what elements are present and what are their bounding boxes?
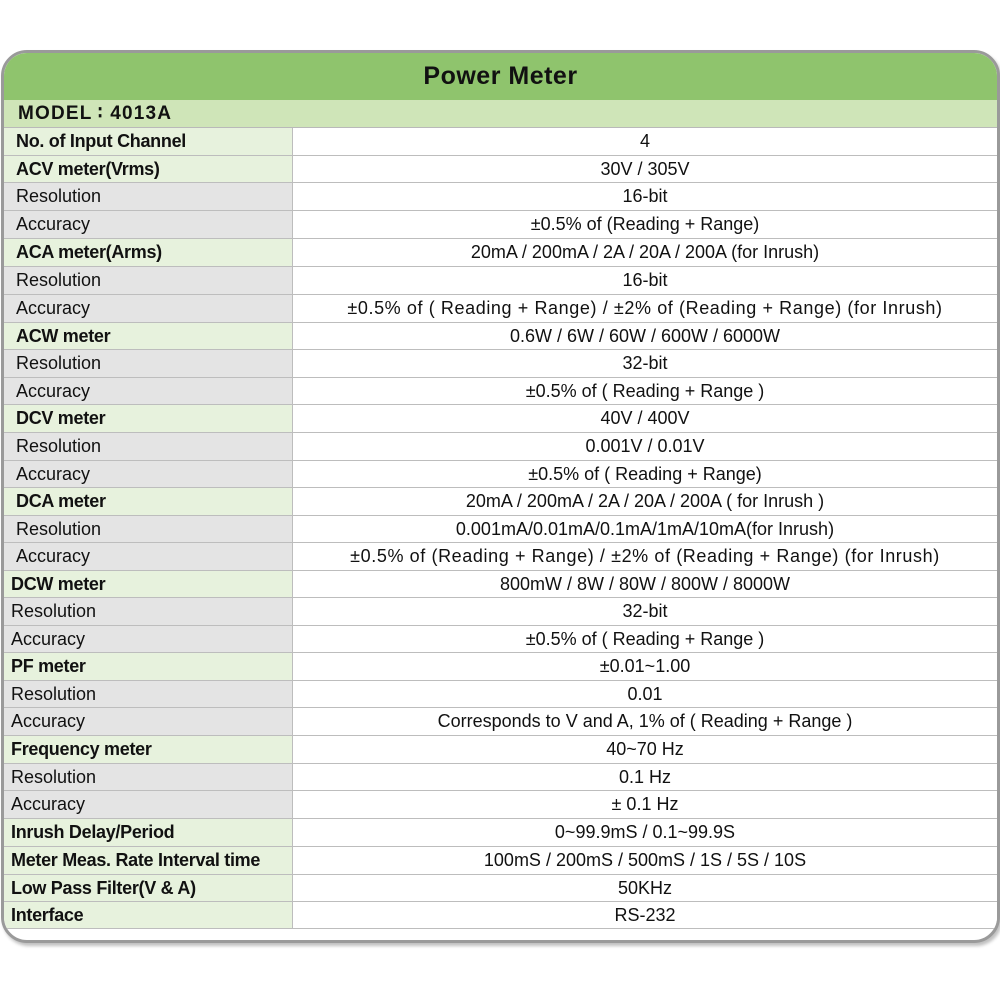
- spec-value: 30V / 305V: [293, 156, 997, 182]
- spec-label: No. of Input Channel: [4, 128, 293, 155]
- spec-table: [4, 128, 997, 929]
- spec-value: ±0.5% of ( Reading + Range): [293, 461, 997, 487]
- spec-label: PF meter: [4, 653, 293, 680]
- spec-card: [1, 50, 1000, 943]
- spec-value: 16-bit: [293, 183, 997, 210]
- spec-label: DCA meter: [4, 488, 293, 515]
- spec-value: 40V / 400V: [293, 405, 997, 432]
- spec-label: Resolution: [4, 183, 293, 210]
- table-row: [4, 736, 997, 764]
- spec-label: DCV meter: [4, 405, 293, 432]
- spec-value: RS-232: [293, 902, 997, 928]
- table-row: [4, 819, 997, 847]
- spec-label: Meter Meas. Rate Interval time: [4, 847, 293, 874]
- spec-label: Accuracy: [4, 461, 293, 487]
- table-row: [4, 183, 997, 211]
- table-row: [4, 461, 997, 488]
- spec-label: Accuracy: [4, 708, 293, 735]
- table-row: [4, 488, 997, 516]
- spec-label: Frequency meter: [4, 736, 293, 763]
- table-row: [4, 598, 997, 626]
- spec-value: 32-bit: [293, 598, 997, 625]
- table-row: [4, 350, 997, 378]
- table-row: [4, 653, 997, 681]
- table-row: [4, 156, 997, 183]
- spec-value: 0.01: [293, 681, 997, 707]
- spec-value: 0~99.9mS / 0.1~99.9S: [293, 819, 997, 846]
- spec-value: 4: [293, 128, 997, 155]
- model-label: MODEL ∶ 4013A: [4, 100, 997, 128]
- spec-label: ACW meter: [4, 323, 293, 349]
- spec-label: Accuracy: [4, 791, 293, 818]
- table-row: [4, 239, 997, 267]
- table-row: [4, 875, 997, 902]
- spec-label: Resolution: [4, 267, 293, 294]
- spec-value: 16-bit: [293, 267, 997, 294]
- table-row: [4, 267, 997, 295]
- spec-label: Accuracy: [4, 543, 293, 570]
- table-row: [4, 708, 997, 736]
- spec-value: 50KHz: [293, 875, 997, 901]
- spec-value: 32-bit: [293, 350, 997, 377]
- spec-label: Resolution: [4, 598, 293, 625]
- table-row: [4, 405, 997, 433]
- spec-label: Resolution: [4, 350, 293, 377]
- spec-label: Resolution: [4, 681, 293, 707]
- spec-value: 0.001mA/0.01mA/0.1mA/1mA/10mA(for Inrush): [293, 516, 997, 542]
- spec-label: Inrush Delay/Period: [4, 819, 293, 846]
- spec-value: ±0.01~1.00: [293, 653, 997, 680]
- spec-value: 0.1 Hz: [293, 764, 997, 790]
- table-row: [4, 378, 997, 405]
- spec-label: Accuracy: [4, 295, 293, 322]
- table-row: [4, 323, 997, 350]
- spec-value: ± 0.1 Hz: [293, 791, 997, 818]
- spec-value: 800mW / 8W / 80W / 800W / 8000W: [293, 571, 997, 597]
- spec-label: Low Pass Filter(V & A): [4, 875, 293, 901]
- spec-value: 0.6W / 6W / 60W / 600W / 6000W: [293, 323, 997, 349]
- spec-value: 20mA / 200mA / 2A / 20A / 200A (for Inrush): [293, 239, 997, 266]
- spec-label: DCW meter: [4, 571, 293, 597]
- table-row: [4, 791, 997, 819]
- spec-label: ACA meter(Arms): [4, 239, 293, 266]
- table-row: [4, 902, 997, 929]
- spec-value: ±0.5% of ( Reading + Range ): [293, 626, 997, 652]
- table-row: [4, 543, 997, 571]
- spec-label: Accuracy: [4, 378, 293, 404]
- table-row: [4, 128, 997, 156]
- spec-value: ±0.5% of ( Reading + Range) / ±2% of (Reading + Range) (for Inrush): [293, 295, 997, 322]
- spec-value: 20mA / 200mA / 2A / 20A / 200A ( for Inrush ): [293, 488, 997, 515]
- spec-label: Resolution: [4, 516, 293, 542]
- table-row: [4, 764, 997, 791]
- table-row: [4, 571, 997, 598]
- table-row: [4, 847, 997, 875]
- spec-label: Resolution: [4, 764, 293, 790]
- spec-label: Accuracy: [4, 626, 293, 652]
- table-row: [4, 211, 997, 239]
- table-row: [4, 516, 997, 543]
- spec-value: 40~70 Hz: [293, 736, 997, 763]
- spec-value: ±0.5% of (Reading + Range) / ±2% of (Reading + Range) (for Inrush): [293, 543, 997, 570]
- spec-value: 0.001V / 0.01V: [293, 433, 997, 460]
- spec-label: ACV meter(Vrms): [4, 156, 293, 182]
- spec-label: Accuracy: [4, 211, 293, 238]
- spec-value: Corresponds to V and A, 1% of ( Reading + Range ): [293, 708, 997, 735]
- table-row: [4, 626, 997, 653]
- table-row: [4, 681, 997, 708]
- spec-value: ±0.5% of (Reading + Range): [293, 211, 997, 238]
- spec-value: ±0.5% of ( Reading + Range ): [293, 378, 997, 404]
- spec-value: 100mS / 200mS / 500mS / 1S / 5S / 10S: [293, 847, 997, 874]
- spec-title: Power Meter: [4, 53, 997, 100]
- table-row: [4, 433, 997, 461]
- spec-label: Resolution: [4, 433, 293, 460]
- spec-label: Interface: [4, 902, 293, 928]
- table-row: [4, 295, 997, 323]
